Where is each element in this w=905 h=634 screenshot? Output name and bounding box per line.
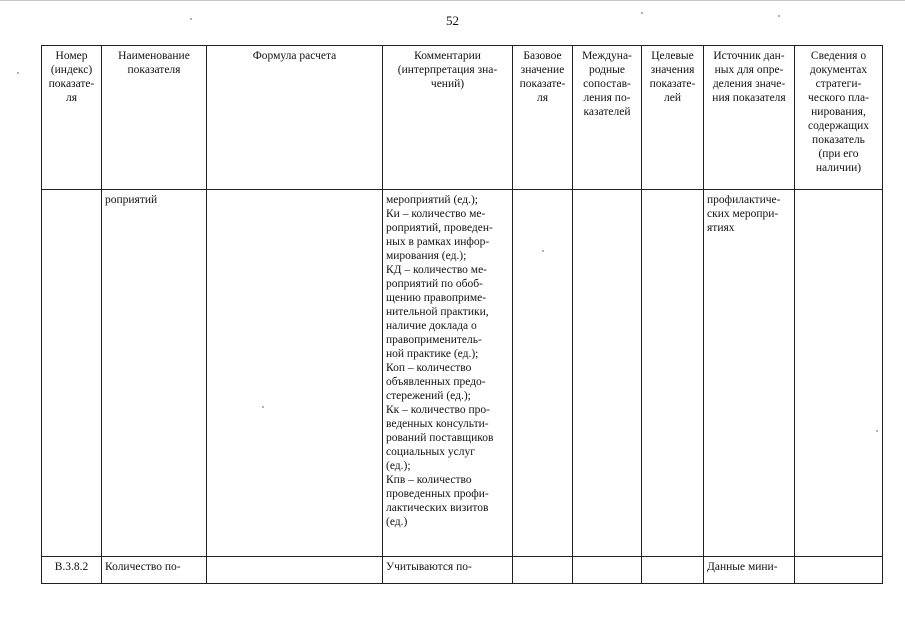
cell-name: роприятий xyxy=(102,190,207,557)
cell-international xyxy=(573,557,642,584)
cell-base-value xyxy=(513,557,573,584)
header-strategic-documents: Сведения о документах стратеги- ческого пла- нирования, содержащих показатель (при его наличии) xyxy=(795,46,883,190)
indicator-table xyxy=(41,45,883,584)
page-number: 52 xyxy=(446,13,459,28)
cell-strategic-documents xyxy=(795,190,883,557)
page-top-edge xyxy=(0,0,905,1)
table-header-row xyxy=(42,46,883,190)
cell-formula xyxy=(207,557,383,584)
cell-formula xyxy=(207,190,383,557)
cell-strategic-documents xyxy=(795,557,883,584)
header-international: Междуна- родные сопостав- ления по- казателей xyxy=(573,46,642,190)
cell-target-values xyxy=(642,557,704,584)
header-target-values: Целевые значения показате- лей xyxy=(642,46,704,190)
scan-speck xyxy=(876,430,878,432)
cell-data-source: Данные мини- xyxy=(704,557,795,584)
header-data-source: Источник дан- ных для опре- деления значе- ния показателя xyxy=(704,46,795,190)
cell-name: Количество по- xyxy=(102,557,207,584)
scan-speck xyxy=(778,15,780,17)
scan-speck xyxy=(641,12,643,14)
cell-base-value xyxy=(513,190,573,557)
header-formula: Формула расчета xyxy=(207,46,383,190)
cell-comment: Учитываются по- xyxy=(383,557,513,584)
cell-index xyxy=(42,190,102,557)
header-index: Номер (индекс) показате- ля xyxy=(42,46,102,190)
cell-target-values xyxy=(642,190,704,557)
cell-comment: мероприятий (ед.); Ки – количество ме- роприятий, проведен- ных в рамках инфор- мирования (ед.); КД – количество ме- роприятий по обоб- щению правоприме- нительной практики, наличие доклада о правоприменитель- ной практике (ед.); Коп – количество объявленных предо- стережений (ед.); Кк – количество про- веденных консульти- рований поставщиков социальных услуг (ед.); Кпв – количество проведенных профи- лактических визитов (ед.) xyxy=(383,190,513,557)
scan-speck xyxy=(190,18,192,20)
table-row xyxy=(42,190,883,557)
cell-international xyxy=(573,190,642,557)
header-name: Наименование показателя xyxy=(102,46,207,190)
scan-speck xyxy=(262,406,264,408)
header-comment: Комментарии (интерпретация зна- чений) xyxy=(383,46,513,190)
header-base-value: Базовое значение показате- ля xyxy=(513,46,573,190)
scan-speck xyxy=(17,72,19,74)
cell-index: В.3.8.2 xyxy=(42,557,102,584)
table-row xyxy=(42,557,883,584)
scan-speck xyxy=(542,250,544,252)
cell-data-source: профилактиче- ских меропри- ятиях xyxy=(704,190,795,557)
